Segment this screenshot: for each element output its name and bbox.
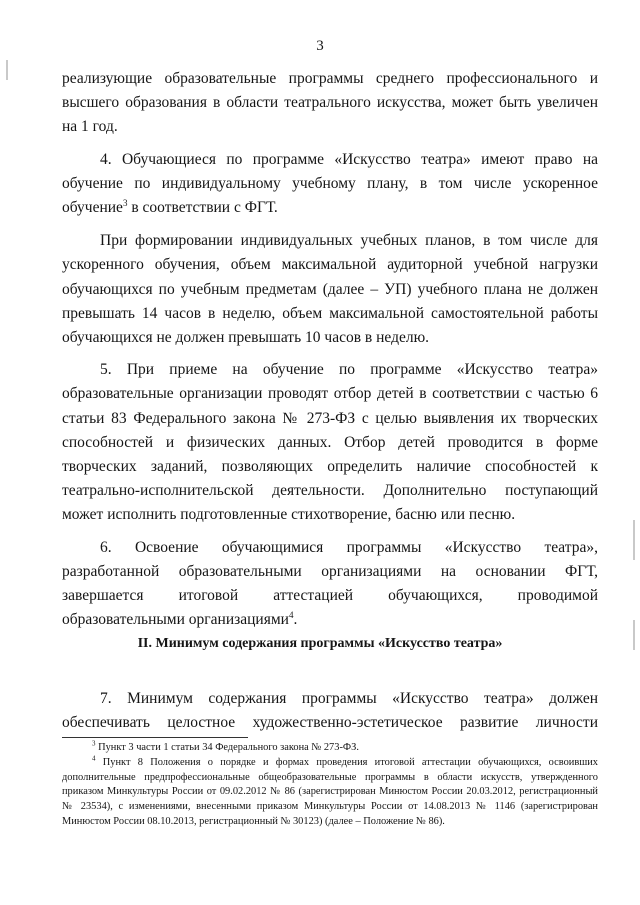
footnote-text: Пункт 3 части 1 статьи 34 Федерального закона № 273-ФЗ.: [95, 742, 359, 753]
scan-edge-mark: [6, 60, 8, 80]
footnotes: [62, 741, 598, 830]
footnote-mark: 4: [92, 754, 96, 763]
paragraph-item-7: 7. Минимум содержания программы «Искусство театра» должен обеспечивать целостное художественно-эстетическое развитие личности: [62, 690, 598, 732]
footnote-ref-3[interactable]: 3: [122, 197, 128, 208]
footnote-ref-4[interactable]: 4: [288, 610, 294, 621]
paragraph-item-4-text: 4. Обучающиеся по программе «Искусство театра» имеют право на обучение по индивидуальному учебному плану, в том числе ускоренное обучение: [62, 150, 598, 217]
paragraph-item-6: [62, 536, 598, 633]
paragraph-item-6-tail: .: [293, 611, 298, 629]
footnote-mark: 3: [92, 739, 96, 748]
paragraph-individual-plans: При формировании индивидуальных учебных планов, в том числе для ускоренного обучения, объем максимальной аудиторной учебной нагрузки обучающихся по учебным предметам (далее – УП) учебного плана не должен превышать 14 часов в неделю, объем максимальной самостоятельной работы обучающихся не должен превышать 10 часов в неделю.: [62, 232, 598, 347]
paragraph-item-6-text: 6. Освоение обучающимися программы «Искусство театра», разработанной образовательными организациями на основании ФГТ, завершается итоговой аттестацией обучающихся, проводимой образовательными организациями: [62, 538, 598, 629]
page-number: 3: [316, 38, 324, 54]
paragraph-item-4: [62, 148, 598, 221]
scan-edge-mark: [633, 520, 635, 560]
section-heading: II. Минимум содержания программы «Искусство театра»: [137, 636, 503, 651]
document-body: [62, 67, 598, 632]
footnote-separator: [62, 737, 248, 738]
footnote-3: [62, 741, 598, 756]
footnote-text: Пункт 8 Положения о порядке и формах проведения итоговой аттестации обучающихся, освоивших дополнительные предпрофессиональные общеобразовательные программы в области искусств, утвержденного приказом Минкультуры России от 09.02.2012 № 86 (зарегистрирован Минюстом России 20.03.2012, регистрационный № 23534), с изменениями, внесенными приказом Минкультуры России от 14.08.2013 № 1146 (зарегистрирован Минюстом России 08.10.2013, регистрационный № 30123) (далее – Положение № 86).: [62, 756, 598, 827]
document-body-lower: [62, 687, 598, 735]
paragraph-item-5: 5. При приеме на обучение по программе «Искусство театра» образовательные организации проводят отбор детей в соответствии с частью 6 статьи 83 Федерального закона № 273-ФЗ с целью выявления их творческих способностей и физических данных. Отбор детей проводится в форме творческих заданий, позволяющих определить наличие способностей к театрально-исполнительской деятельности. Дополнительно поступающий может исполнить подготовленные стихотворение, басню или песню.: [62, 361, 598, 524]
paragraph-continuation: реализующие образовательные программы среднего профессионального и высшего образования в области театрального искусства, может быть увеличен на 1 год.: [62, 70, 598, 136]
scan-edge-mark: [633, 620, 635, 650]
footnote-4: [62, 756, 598, 830]
paragraph-item-4-tail: в соответствии с ФГТ.: [127, 199, 278, 217]
